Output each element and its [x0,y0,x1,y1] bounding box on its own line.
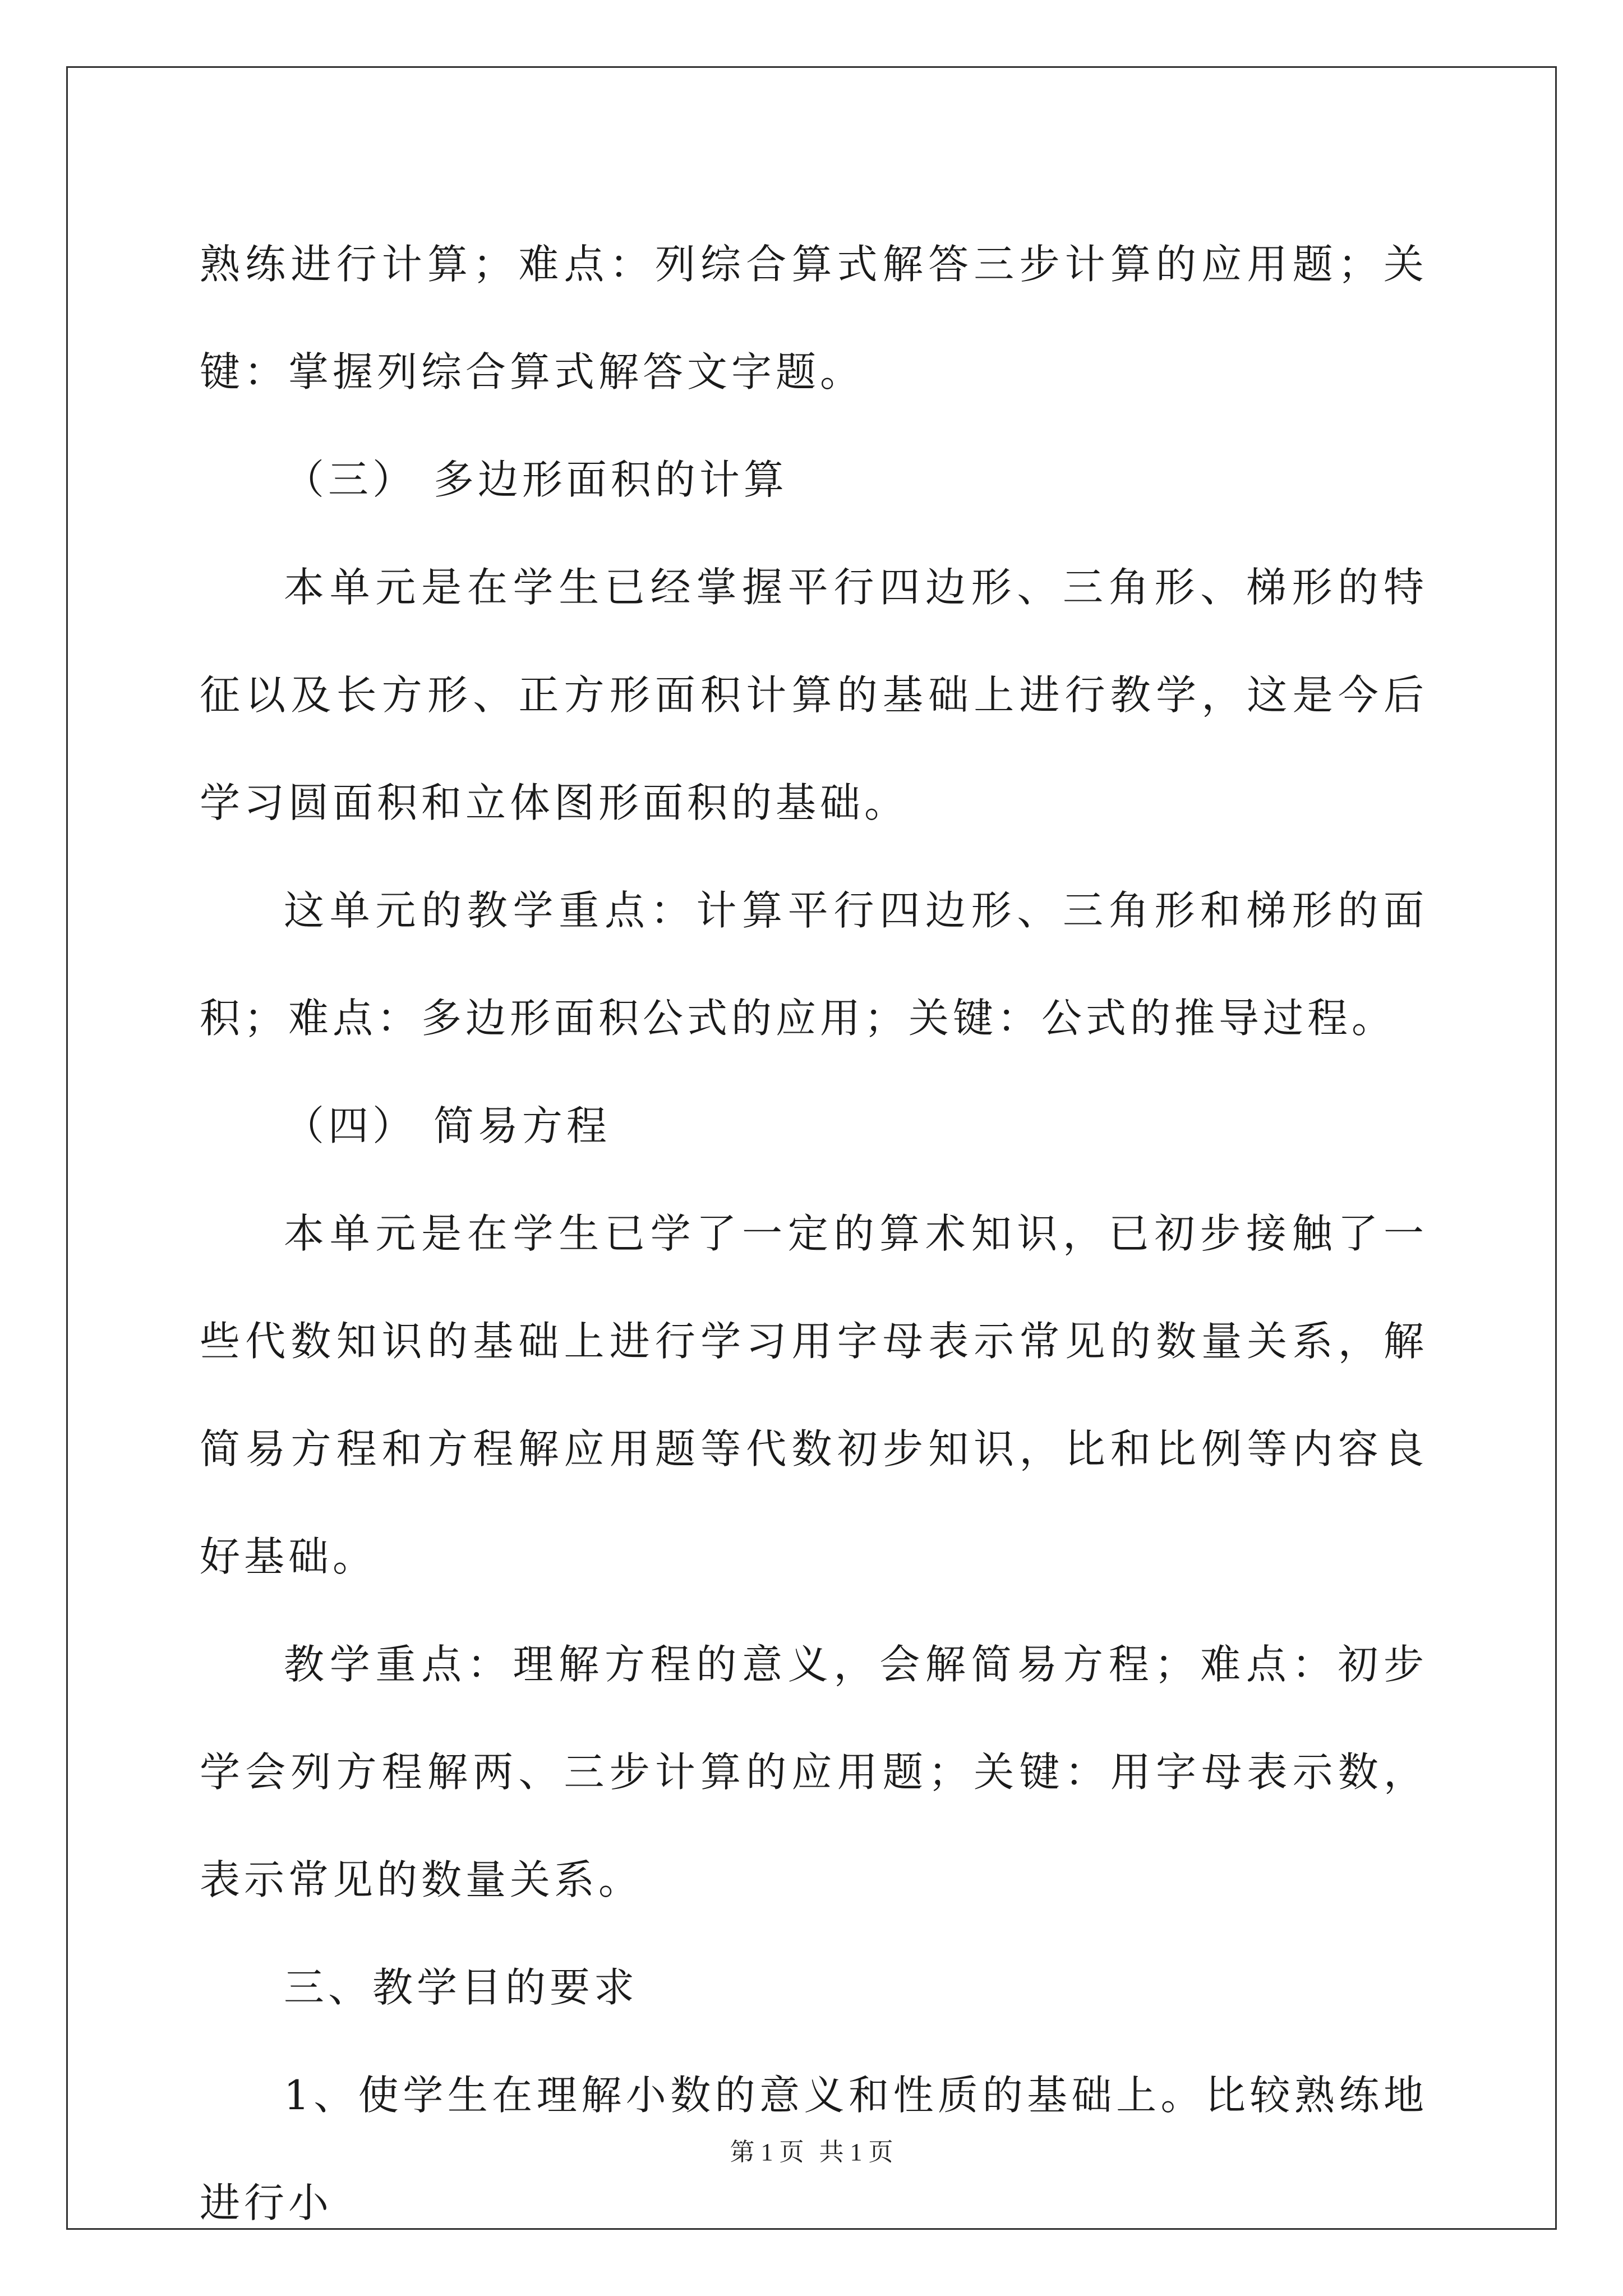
paragraph-8: 1、使学生在理解小数的意义和性质的基础上。比较熟练地进行小 [200,2072,1428,2226]
paragraph-2: 本单元是在学生已经掌握平行四边形、三角形、梯形的特征以及长方形、正方形面积计算的基础上进行教学，这是今后学习圆面积和立体图形面积的基础。 [200,564,1428,826]
page-total: 共 1 页 [819,2138,893,2166]
section-heading-4: （四） 简易方程 [284,1102,611,1149]
paragraph-6: 教学重点：理解方程的意义，会解简易方程；难点：初步学会列方程解两、三步计算的应用题；关键：用字母表示数，表示常见的数量关系。 [200,1641,1428,1903]
paragraph-3: 这单元的教学重点：计算平行四边形、三角形和梯形的面积；难点：多边形面积公式的应用；关键：公式的推导过程。 [200,887,1428,1042]
paragraph-5: 本单元是在学生已学了一定的算术知识，已初步接触了一些代数知识的基础上进行学习用字母表示常见的数量关系，解简易方程和方程解应用题等代数初步知识，比和比例等内容良好基础。 [200,1210,1428,1580]
section-heading-3: （三） 多边形面积的计算 [284,456,788,503]
document-body [200,210,1428,2257]
paragraph-0: 熟练进行计算；难点：列综合算式解答三步计算的应用题；关键：掌握列综合算式解答文字题。 [200,241,1428,395]
page-number: 第 1 页 [730,2138,804,2166]
page-footer [0,2132,1623,2168]
section-heading-goals: 三、教学目的要求 [284,1964,639,2011]
